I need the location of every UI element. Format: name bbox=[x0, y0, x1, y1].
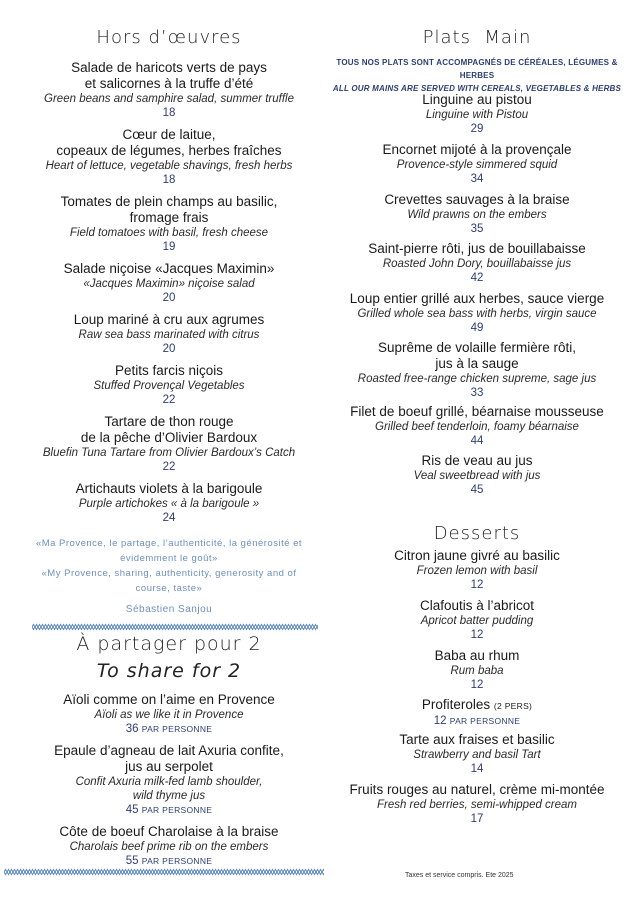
item-price: 29 bbox=[470, 123, 484, 135]
wave-divider bbox=[4, 868, 324, 876]
item-translation: Wild prawns on the embers bbox=[407, 209, 547, 221]
menu-item bbox=[332, 548, 622, 592]
item-name: Tartare de thon rouge de la pêche d’Olivier Bardoux bbox=[80, 414, 258, 445]
desserts-title: Desserts bbox=[433, 523, 521, 544]
item-price: 45 PAR PERSONNE bbox=[125, 804, 213, 816]
menu-item bbox=[18, 743, 320, 817]
menu-item bbox=[18, 60, 320, 120]
item-translation: Confit Axuria milk-fed lamb shoulder, wild thyme jus bbox=[75, 776, 263, 802]
menu-item bbox=[332, 291, 622, 335]
mains-title: Plats Main bbox=[422, 27, 532, 48]
item-price: 55 PAR PERSONNE bbox=[125, 855, 213, 867]
item-price: 12 bbox=[470, 629, 484, 641]
item-price: 18 bbox=[162, 174, 176, 186]
item-translation: Stuffed Provençal Vegetables bbox=[93, 380, 245, 392]
item-name: Côte de boeuf Charolaise à la braise bbox=[59, 824, 279, 839]
item-translation: Linguine with Pistou bbox=[425, 109, 529, 121]
menu-item bbox=[332, 697, 622, 728]
footer-note: Taxes et service compris. Ete 2025 bbox=[405, 872, 514, 879]
item-price: 20 bbox=[162, 343, 176, 355]
item-name: Loup entier grillé aux herbes, sauce vierge bbox=[349, 291, 605, 306]
quote-french: «Ma Provence, le partage, l’authenticité, la générosité et évidemment le goût» bbox=[35, 538, 303, 564]
item-translation: Frozen lemon with basil bbox=[416, 565, 538, 577]
item-translation: Rum baba bbox=[450, 665, 504, 677]
item-price: 12 PAR PERSONNE bbox=[433, 715, 521, 727]
item-price: 12 bbox=[470, 679, 484, 691]
menu-item bbox=[332, 241, 622, 285]
item-name: Tomates de plein champs au basilic, fromage frais bbox=[60, 194, 278, 225]
item-name: Encornet mijoté à la provençale bbox=[382, 142, 572, 157]
menu-item bbox=[332, 732, 622, 776]
item-name: Artichauts violets à la barigoule bbox=[75, 481, 263, 496]
item-translation: Heart of lettuce, vegetable shavings, fresh herbs bbox=[45, 160, 293, 172]
item-name: Suprême de volaille fermière rôti, jus à la sauge bbox=[377, 340, 577, 371]
item-name: Ris de veau au jus bbox=[421, 453, 533, 468]
menu-item bbox=[332, 598, 622, 642]
item-name: Tarte aux fraises et basilic bbox=[399, 732, 555, 747]
item-translation: Green beans and samphire salad, summer truffle bbox=[44, 93, 294, 105]
item-name: Salade de haricots verts de pays et salicornes à la truffe d’été bbox=[71, 60, 267, 91]
item-price: 17 bbox=[470, 813, 484, 825]
quote-english: «My Provence, sharing, authenticity, generosity and of course, taste» bbox=[41, 568, 297, 594]
share-title: À partager pour 2 bbox=[76, 633, 262, 655]
item-price: 12 bbox=[470, 579, 484, 591]
menu-item bbox=[18, 692, 320, 736]
menu-item bbox=[18, 824, 320, 868]
item-name: Saint-pierre rôti, jus de bouillabaisse bbox=[368, 241, 586, 256]
hors-doeuvres-title: Hors d’œuvres bbox=[96, 27, 242, 48]
item-price: 20 bbox=[162, 292, 176, 304]
menu-item bbox=[332, 340, 622, 400]
mains-note-french: TOUS NOS PLATS SONT ACCOMPAGNÉS DE CÉRÉALES, LÉGUMES & HERBES bbox=[336, 58, 618, 80]
item-translation: Purple artichokes « à la barigoule » bbox=[78, 498, 260, 510]
menu-item bbox=[18, 363, 320, 407]
item-name: Clafoutis à l’abricot bbox=[419, 598, 535, 613]
item-translation: Roasted John Dory, bouillabaisse jus bbox=[382, 258, 572, 270]
item-price: 33 bbox=[470, 387, 484, 399]
item-name: Crevettes sauvages à la braise bbox=[384, 192, 570, 207]
item-price: 24 bbox=[162, 512, 176, 524]
menu-item bbox=[332, 92, 622, 136]
item-name: Linguine au pistou bbox=[422, 92, 532, 107]
item-translation: Strawberry and basil Tart bbox=[413, 749, 541, 761]
item-price: 18 bbox=[162, 107, 176, 119]
item-price: 22 bbox=[162, 461, 176, 473]
mains-note bbox=[332, 56, 622, 95]
item-translation: Raw sea bass marinated with citrus bbox=[78, 329, 260, 341]
item-price: 42 bbox=[470, 272, 484, 284]
item-name: Citron jaune givré au basilic bbox=[394, 548, 560, 563]
item-translation: Field tomatoes with basil, fresh cheese bbox=[69, 227, 269, 239]
item-translation: Fresh red berries, semi-whipped cream bbox=[376, 799, 578, 811]
menu-item bbox=[18, 261, 320, 305]
menu-item bbox=[332, 192, 622, 236]
menu-item bbox=[18, 312, 320, 356]
menu-item bbox=[332, 142, 622, 186]
item-translation: Roasted free-range chicken supreme, sage jus bbox=[357, 373, 597, 385]
menu-item bbox=[18, 414, 320, 474]
item-price: 35 bbox=[470, 223, 484, 235]
item-name: Fruits rouges au naturel, crème mi-montée bbox=[349, 782, 605, 797]
item-price: 22 bbox=[162, 394, 176, 406]
menu-item bbox=[18, 127, 320, 187]
menu-item bbox=[332, 782, 622, 826]
chef-quote bbox=[28, 536, 310, 615]
item-name: Salade niçoise «Jacques Maximin» bbox=[63, 261, 275, 276]
item-translation: «Jacques Maximin» niçoise salad bbox=[83, 278, 255, 290]
menu-item bbox=[332, 648, 622, 692]
share-title-english: To share for 2 bbox=[96, 660, 242, 682]
item-name: Aïoli comme on l’aime en Provence bbox=[63, 692, 275, 707]
item-price: 36 PAR PERSONNE bbox=[125, 723, 213, 735]
item-translation: Bluefin Tuna Tartare from Olivier Bardoux’s Catch bbox=[42, 447, 296, 459]
item-price: 19 bbox=[162, 241, 176, 253]
item-name: Petits farcis niçois bbox=[114, 363, 224, 378]
item-name: Loup mariné à cru aux agrumes bbox=[73, 312, 265, 327]
item-translation: Veal sweetbread with jus bbox=[413, 470, 541, 482]
item-translation: Apricot batter pudding bbox=[420, 615, 534, 627]
item-translation: Charolais beef prime rib on the embers bbox=[69, 841, 269, 853]
item-translation: Aïoli as we like it in Provence bbox=[94, 709, 244, 721]
menu-item bbox=[18, 194, 320, 254]
item-name: Profiteroles (2 PERS) bbox=[421, 697, 533, 712]
menu-item bbox=[332, 404, 622, 448]
wave-divider bbox=[32, 623, 318, 631]
mains-note-english: ALL OUR MAINS ARE SERVED WITH CEREALS, VEGETABLES & HERBS bbox=[332, 84, 622, 93]
item-translation: Grilled beef tenderloin, foamy béarnaise bbox=[375, 421, 579, 433]
item-price: 45 bbox=[470, 484, 484, 496]
chef-signature: Sébastien Sanjou bbox=[125, 604, 213, 615]
item-name: Cœur de laitue, copeaux de légumes, herbes fraîches bbox=[56, 127, 282, 158]
menu-item bbox=[18, 481, 320, 525]
item-name: Epaule d’agneau de lait Axuria confite, jus au serpolet bbox=[54, 743, 284, 774]
item-name: Filet de boeuf grillé, béarnaise mousseuse bbox=[350, 404, 604, 419]
menu-item bbox=[332, 453, 622, 497]
item-price: 14 bbox=[470, 763, 484, 775]
item-translation: Grilled whole sea bass with herbs, virgin sauce bbox=[357, 308, 597, 320]
item-price: 34 bbox=[470, 173, 484, 185]
item-translation: Provence-style simmered squid bbox=[396, 159, 558, 171]
item-name: Baba au rhum bbox=[434, 648, 520, 663]
item-price: 44 bbox=[470, 435, 484, 447]
item-price: 49 bbox=[470, 322, 484, 334]
